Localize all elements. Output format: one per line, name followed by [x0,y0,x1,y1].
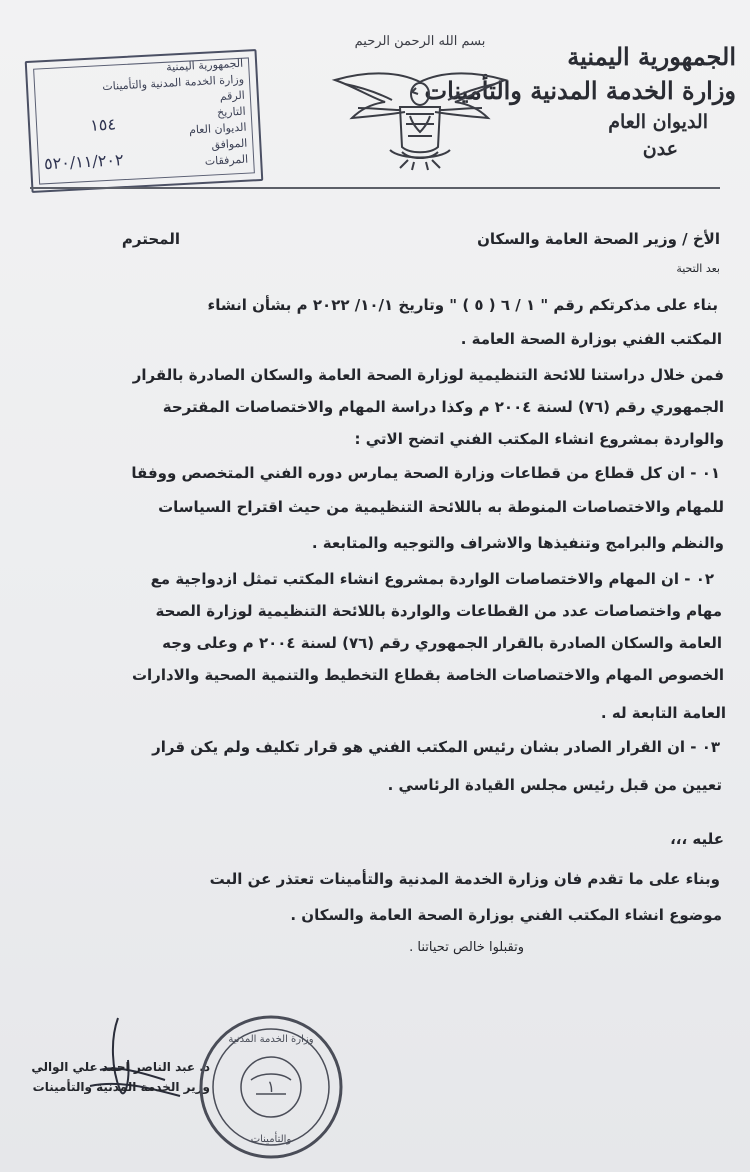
seal-bottom-text: والتأمينات [250,1134,292,1145]
body-line: عليه ،،، [670,830,724,848]
stamp-number-label: الرقم [219,88,246,103]
signatory-name: د. عبد الناصر احمد علي الوالي [31,1060,210,1074]
letterhead-office: الديوان العام [608,111,708,133]
body-line: بناء على مذكرتكم رقم " ١ / ٦ ( ٥ ) " وتاريخ ١٠/١/ ٢٠٢٢ م بشأن انشاء [207,296,718,314]
body-line: والنظم والبرامج وتنفيذها والاشراف والتوجيه والمتابعة . [311,534,724,552]
body-line: ٠٢ - ان المهام والاختصاصات الواردة بمشروع انشاء المكتب تمثل ازدواجية مع [150,570,714,588]
body-line: مهام واختصاصات عدد من القطاعات والواردة باللائحة التنظيمية لوزارة الصحة [155,602,722,620]
receipt-stamp [25,49,264,193]
stamp-date-label: التاريخ [216,104,246,120]
eagle-emblem-icon [330,52,510,172]
body-line: العامة والسكان الصادرة بالقرار الجمهوري رقم (٧٦) لسنة ٢٠٠٤ م وعلى وجه [162,634,722,652]
body-line: ٠٣ - ان القرار الصادر بشان رئيس المكتب الفني هو قرار تكليف ولم يكن قرار [152,738,720,756]
body-line: للمهام والاختصاصات المنوطة به باللائحة التنظيمية من حيث اقتراح السياسات [158,498,724,516]
stamp-office: الديوان العام [188,120,247,137]
seal-center-text: ١ [266,1077,276,1096]
addressee: الأخ / وزير الصحة العامة والسكان [477,230,720,248]
letterhead-city: عدن [642,138,678,160]
signature-block [10,1060,210,1094]
stamp-country: الجمهورية اليمنية [165,56,244,74]
greeting: بعد التحية [676,262,720,275]
body-line: فمن خلال دراستنا للائحة التنظيمية لوزارة الصحة العامة والسكان الصادرة بالقرار [132,366,724,384]
header-divider [30,187,720,189]
stamp-hijri-label: الموافق [211,136,248,152]
signatory-title: وزير الخدمة المدنية والتأمينات [32,1080,210,1094]
body-line: الجمهوري رقم (٧٦) لسنة ٢٠٠٤ م وكذا دراسة المهام والاختصاصات المقترحة [162,398,724,416]
body-line: موضوع انشاء المكتب الفني بوزارة الصحة العامة والسكان . [290,906,722,924]
body-line: الخصوص المهام والاختصاصات الخاصة بقطاع التخطيط والتنمية الصحية والادارات [131,666,724,684]
letterhead-ministry: وزارة الخدمة المدنية والتأمينات [424,76,736,105]
body-line: ٠١ - ان كل قطاع من قطاعات وزارة الصحة يمارس دوره الفني المتخصص ووفقا [131,464,720,482]
letterhead [424,40,736,162]
letterhead-country: الجمهورية اليمنية [567,42,736,71]
basmala: بسم الله الرحمن الرحيم [354,34,486,49]
stamp-attachments-label: المرفقات [204,152,249,168]
body-line: والواردة بمشروع انشاء المكتب الفني اتضح الاتي : [354,430,724,448]
body-line: وبناء على ما تقدم فان وزارة الخدمة المدنية والتأمينات تعتذر عن البت [209,870,720,888]
seal-top-text: وزارة الخدمة المدنية [228,1034,314,1045]
official-seal-icon [196,1012,346,1162]
stamp-date-handwritten: ٥٢٠/١١/٢٠٢ [43,150,125,174]
body-line: المكتب الفني بوزارة الصحة العامة . [460,330,722,348]
stamp-number-handwritten: ١٥٤ [89,114,117,135]
honorific: المحترم [121,230,180,248]
body-line: العامة التابعة له . [600,704,726,722]
stamp-ministry: وزارة الخدمة المدنية والتأمينات [102,72,245,94]
body-line: تعيين من قبل رئيس مجلس القيادة الرئاسي . [387,776,722,794]
closing-line: وتقبلوا خالص تحياتنا . [409,940,524,955]
